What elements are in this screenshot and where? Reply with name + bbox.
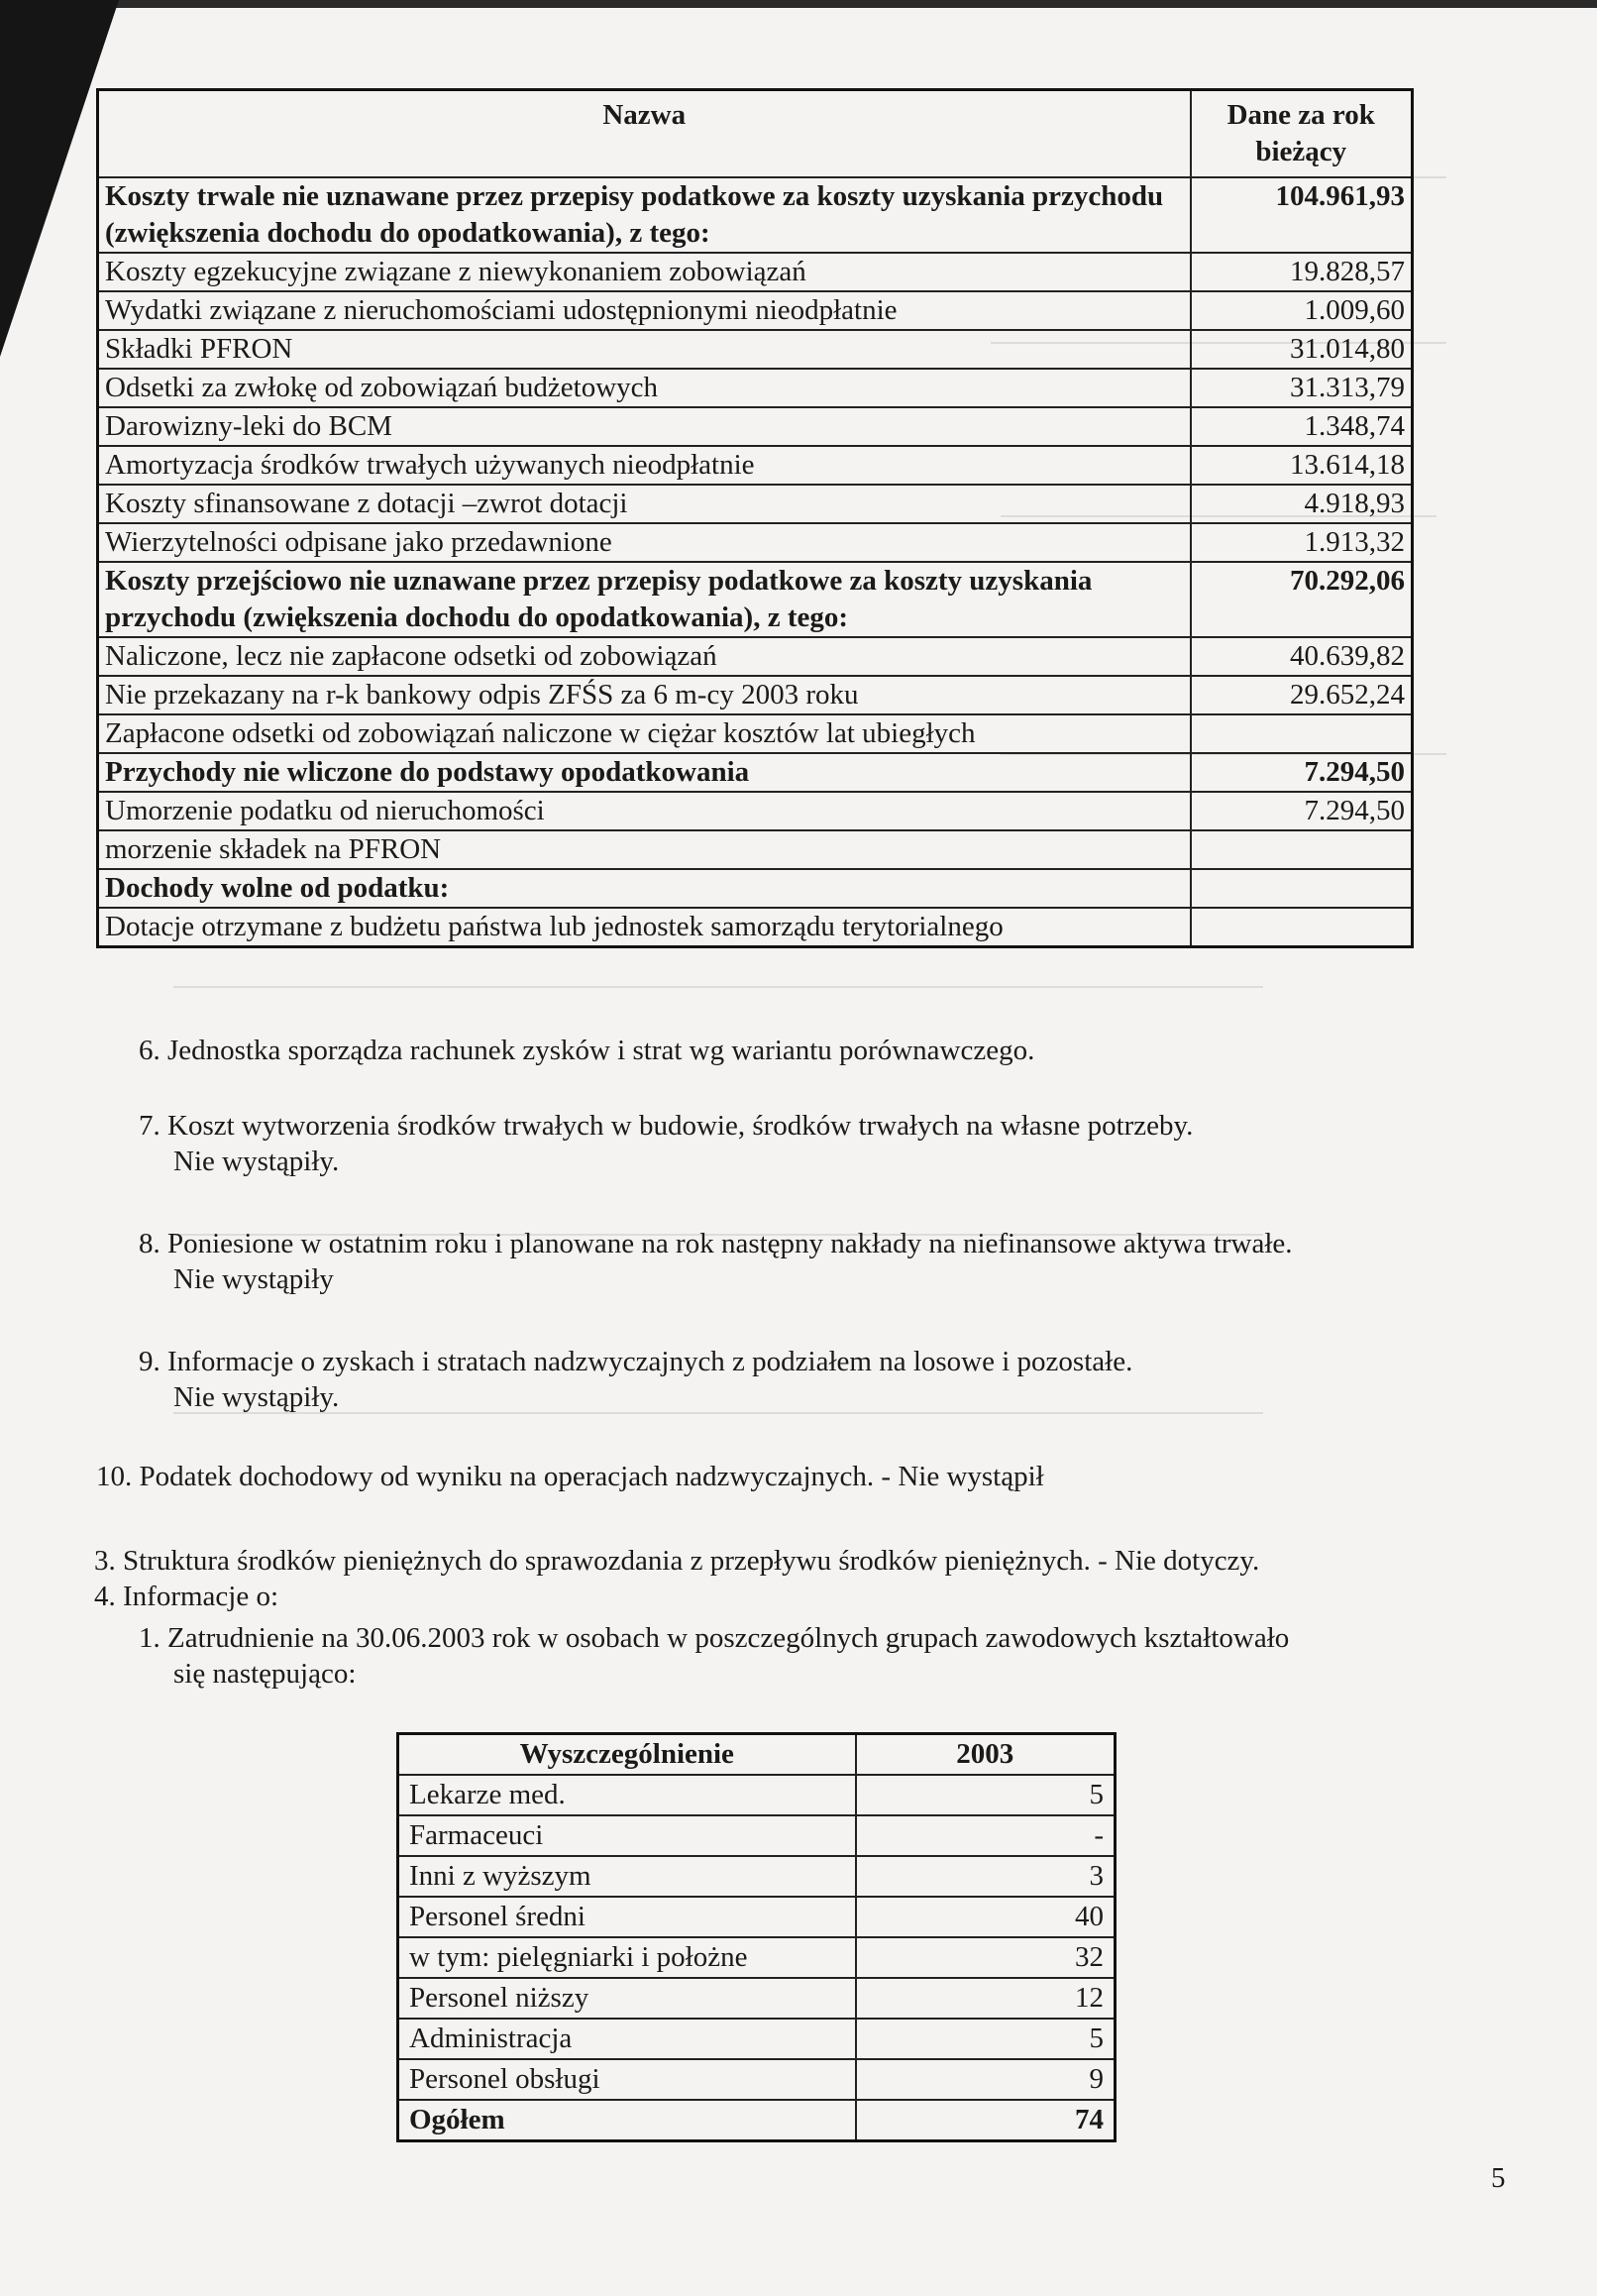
row-value: 7.294,50 xyxy=(1191,753,1413,792)
row-label: morzenie składek na PFRON xyxy=(98,830,1191,869)
row-value xyxy=(1191,714,1413,753)
table-row xyxy=(398,2019,1116,2059)
row-value: 5 xyxy=(856,2019,1116,2059)
row-label: Koszty przejściowo nie uznawane przez przepisy podatkowe za koszty uzyskania przychodu (zwiększenia dochodu do opodatkowania), z tego: xyxy=(98,562,1191,637)
table-row xyxy=(98,792,1413,830)
row-value: 9 xyxy=(856,2059,1116,2100)
row-value: 19.828,57 xyxy=(1191,253,1413,291)
row-label: Umorzenie podatku od nieruchomości xyxy=(98,792,1191,830)
table-row xyxy=(98,291,1413,330)
row-value: 7.294,50 xyxy=(1191,792,1413,830)
row-label: Zapłacone odsetki od zobowiązań naliczone w ciężar kosztów lat ubiegłych xyxy=(98,714,1191,753)
table-row xyxy=(98,523,1413,562)
table-row xyxy=(398,2059,1116,2100)
item-6: 6. Jednostka sporządza rachunek zysków i strat wg wariantu porównawczego. xyxy=(139,1035,1035,1066)
row-label: Lekarze med. xyxy=(398,1775,856,1815)
row-label: Odsetki za zwłokę od zobowiązań budżetowych xyxy=(98,369,1191,407)
row-label: Wydatki związane z nieruchomościami udostępnionymi nieodpłatnie xyxy=(98,291,1191,330)
row-label: Koszty sfinansowane z dotacji –zwrot dotacji xyxy=(98,485,1191,523)
row-label: Personel niższy xyxy=(398,1978,856,2019)
row-value: 31.313,79 xyxy=(1191,369,1413,407)
item-10: 10. Podatek dochodowy od wyniku na operacjach nadzwyczajnych. - Nie wystąpił xyxy=(96,1461,1044,1492)
table-row xyxy=(398,1937,1116,1978)
row-value: 104.961,93 xyxy=(1191,177,1413,253)
row-value: 4.918,93 xyxy=(1191,485,1413,523)
table-row xyxy=(98,830,1413,869)
row-value: 13.614,18 xyxy=(1191,446,1413,485)
table-header-row xyxy=(98,90,1413,178)
table-row xyxy=(98,330,1413,369)
item-8-answer: Nie wystąpiły xyxy=(173,1263,334,1295)
table-body xyxy=(398,1775,1116,2141)
row-value: 1.009,60 xyxy=(1191,291,1413,330)
row-value: 40 xyxy=(856,1897,1116,1937)
table-body xyxy=(98,177,1413,947)
row-value: - xyxy=(856,1815,1116,1856)
table-row xyxy=(98,869,1413,908)
row-value xyxy=(1191,869,1413,908)
item-8: 8. Poniesione w ostatnim roku i planowane na rok następny nakłady na niefinansowe aktywa trwałe. xyxy=(139,1228,1293,1259)
section-3: 3. Struktura środków pieniężnych do sprawozdania z przepływu środków pieniężnych. - Nie dotyczy. xyxy=(94,1545,1260,1577)
row-label: Ogółem xyxy=(398,2100,856,2141)
table-row xyxy=(398,1856,1116,1897)
table-row xyxy=(98,177,1413,253)
table-row xyxy=(98,446,1413,485)
row-label: Amortyzacja środków trwałych używanych nieodpłatnie xyxy=(98,446,1191,485)
row-label: Koszty egzekucyjne związane z niewykonaniem zobowiązań xyxy=(98,253,1191,291)
section-4-1-cont: się następująco: xyxy=(173,1658,357,1690)
row-value: 1.348,74 xyxy=(1191,407,1413,446)
row-label: Dochody wolne od podatku: xyxy=(98,869,1191,908)
table-row xyxy=(98,562,1413,637)
table-row xyxy=(98,407,1413,446)
table-header-row xyxy=(398,1734,1116,1776)
row-value: 5 xyxy=(856,1775,1116,1815)
row-value: 31.014,80 xyxy=(1191,330,1413,369)
row-label: Darowizny-leki do BCM xyxy=(98,407,1191,446)
item-7-answer: Nie wystąpiły. xyxy=(173,1146,340,1177)
item-7: 7. Koszt wytworzenia środków trwałych w budowie, środków trwałych na własne potrzeby. xyxy=(139,1110,1194,1142)
table-row xyxy=(398,1775,1116,1815)
row-label: Personel średni xyxy=(398,1897,856,1937)
column-header-value: Dane za rok bieżący xyxy=(1191,90,1413,178)
page-number: 5 xyxy=(1491,2162,1506,2194)
table-row xyxy=(398,1978,1116,2019)
row-value: 29.652,24 xyxy=(1191,676,1413,714)
row-label: Składki PFRON xyxy=(98,330,1191,369)
table-row xyxy=(398,1897,1116,1937)
table-row xyxy=(98,676,1413,714)
table-row xyxy=(98,637,1413,676)
row-label: Inni z wyższym xyxy=(398,1856,856,1897)
table-row xyxy=(98,485,1413,523)
column-header-year: 2003 xyxy=(856,1734,1116,1776)
item-9: 9. Informacje o zyskach i stratach nadzwyczajnych z podziałem na losowe i pozostałe. xyxy=(139,1346,1133,1377)
row-value: 70.292,06 xyxy=(1191,562,1413,637)
table-row xyxy=(98,714,1413,753)
section-4: 4. Informacje o: xyxy=(94,1581,279,1612)
row-value xyxy=(1191,830,1413,869)
row-label: Przychody nie wliczone do podstawy opodatkowania xyxy=(98,753,1191,792)
row-label: Personel obsługi xyxy=(398,2059,856,2100)
row-value: 3 xyxy=(856,1856,1116,1897)
table-row xyxy=(398,2100,1116,2141)
row-label: Naliczone, lecz nie zapłacone odsetki od zobowiązań xyxy=(98,637,1191,676)
scan-top-edge xyxy=(0,0,1597,8)
row-value: 32 xyxy=(856,1937,1116,1978)
table-row xyxy=(398,1815,1116,1856)
item-9-answer: Nie wystąpiły. xyxy=(173,1381,340,1413)
employment-table xyxy=(396,1732,1117,2142)
row-value: 40.639,82 xyxy=(1191,637,1413,676)
row-value: 74 xyxy=(856,2100,1116,2141)
row-label: Wierzytelności odpisane jako przedawnione xyxy=(98,523,1191,562)
row-value: 12 xyxy=(856,1978,1116,2019)
row-label: Farmaceuci xyxy=(398,1815,856,1856)
row-value: 1.913,32 xyxy=(1191,523,1413,562)
row-label: Nie przekazany na r-k bankowy odpis ZFŚS za 6 m-cy 2003 roku xyxy=(98,676,1191,714)
table-row xyxy=(98,369,1413,407)
table-row xyxy=(98,753,1413,792)
row-label: Administracja xyxy=(398,2019,856,2059)
row-label: Koszty trwale nie uznawane przez przepisy podatkowe za koszty uzyskania przychodu (zwiększenia dochodu do opodatkowania), z tego: xyxy=(98,177,1191,253)
table-row xyxy=(98,908,1413,947)
column-header-name: Nazwa xyxy=(98,90,1191,178)
section-4-1: 1. Zatrudnienie na 30.06.2003 rok w osobach w poszczególnych grupach zawodowych kształtowało xyxy=(139,1622,1290,1654)
tax-adjustments-table xyxy=(96,88,1414,948)
column-header-category: Wyszczególnienie xyxy=(398,1734,856,1776)
row-value xyxy=(1191,908,1413,947)
table-row xyxy=(98,253,1413,291)
row-label: w tym: pielęgniarki i położne xyxy=(398,1937,856,1978)
row-label: Dotacje otrzymane z budżetu państwa lub jednostek samorządu terytorialnego xyxy=(98,908,1191,947)
